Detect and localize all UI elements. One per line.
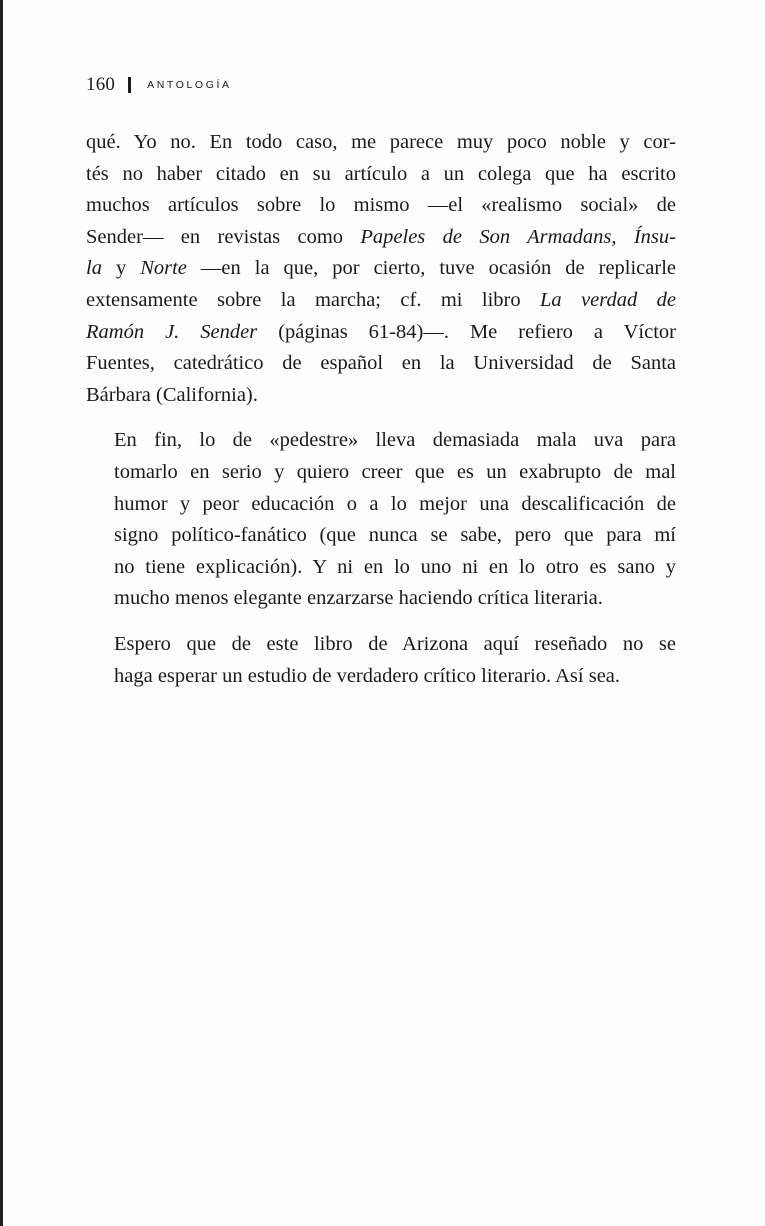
text-run: muchos artículos sobre lo mismo —el «realismo social» de: [86, 194, 676, 217]
text-line: [86, 629, 676, 661]
page-edge-shadow: [0, 0, 3, 1226]
text-line: [86, 457, 676, 489]
text-run: extensamente sobre la marcha; cf. mi libro: [86, 288, 541, 311]
text-line: [86, 661, 676, 693]
italic-title: Papeles de Son Armadans, Ínsu-: [360, 225, 676, 248]
text-line: [86, 552, 676, 584]
text-run: Bárbara (California).: [86, 383, 258, 406]
text-run: no tiene explicación). Y ni en lo uno ni en lo otro es sano y: [114, 555, 676, 578]
text-line: [86, 583, 676, 615]
text-line: [86, 127, 676, 159]
text-run: (páginas 61-84)—. Me refiero a Víctor: [257, 320, 676, 343]
text-run: haga esperar un estudio de verdadero crítico literario. Así sea.: [114, 664, 621, 687]
text-run: tés no haber citado en su artículo a un colega que ha escrito: [86, 162, 676, 185]
text-line: [86, 285, 676, 317]
text-run: signo político-fanático (que nunca se sabe, pero que para mí: [114, 524, 676, 547]
text-line: [86, 190, 676, 222]
text-line: [86, 222, 676, 254]
page-number: 160: [86, 74, 116, 95]
body-text: [86, 127, 676, 692]
text-line: [86, 348, 676, 380]
text-line: [86, 159, 676, 191]
italic-title: Norte: [140, 257, 187, 280]
text-run: qué. Yo no. En todo caso, me parece muy poco noble y cor-: [86, 131, 676, 153]
text-run: humor y peor educación o a lo mejor una descalificación de: [114, 492, 676, 515]
text-run: Sender— en revistas como: [86, 225, 361, 248]
text-run: —en la que, por cierto, tuve ocasión de replicarle: [186, 257, 677, 280]
running-header: [86, 70, 232, 100]
header-divider: [128, 77, 131, 93]
italic-title: La verdad de: [540, 288, 676, 311]
text-run: tomarlo en serio y quiero creer que es un exabrupto de mal: [114, 460, 676, 483]
paragraph: [86, 425, 676, 615]
paragraph: [86, 127, 676, 411]
text-line: [86, 425, 676, 457]
text-line: [86, 253, 676, 285]
running-head-title: ANTOLOGÍA: [147, 79, 232, 91]
text-line: [86, 489, 676, 521]
italic-title: la: [86, 257, 102, 280]
text-line: [86, 317, 676, 349]
text-run: mucho menos elegante enzarzarse haciendo crítica literaria.: [114, 587, 603, 610]
text-run: En fin, lo de «pedestre» lleva demasiada mala uva para: [114, 429, 676, 452]
text-line: [86, 380, 676, 412]
text-run: Espero que de este libro de Arizona aquí reseñado no se: [114, 632, 676, 655]
text-run: y: [101, 257, 141, 280]
italic-title: Ramón J. Sender: [86, 320, 258, 343]
text-line: [86, 520, 676, 552]
text-run: Fuentes, catedrático de español en la Universidad de Santa: [86, 352, 676, 375]
paragraph: [86, 629, 676, 692]
